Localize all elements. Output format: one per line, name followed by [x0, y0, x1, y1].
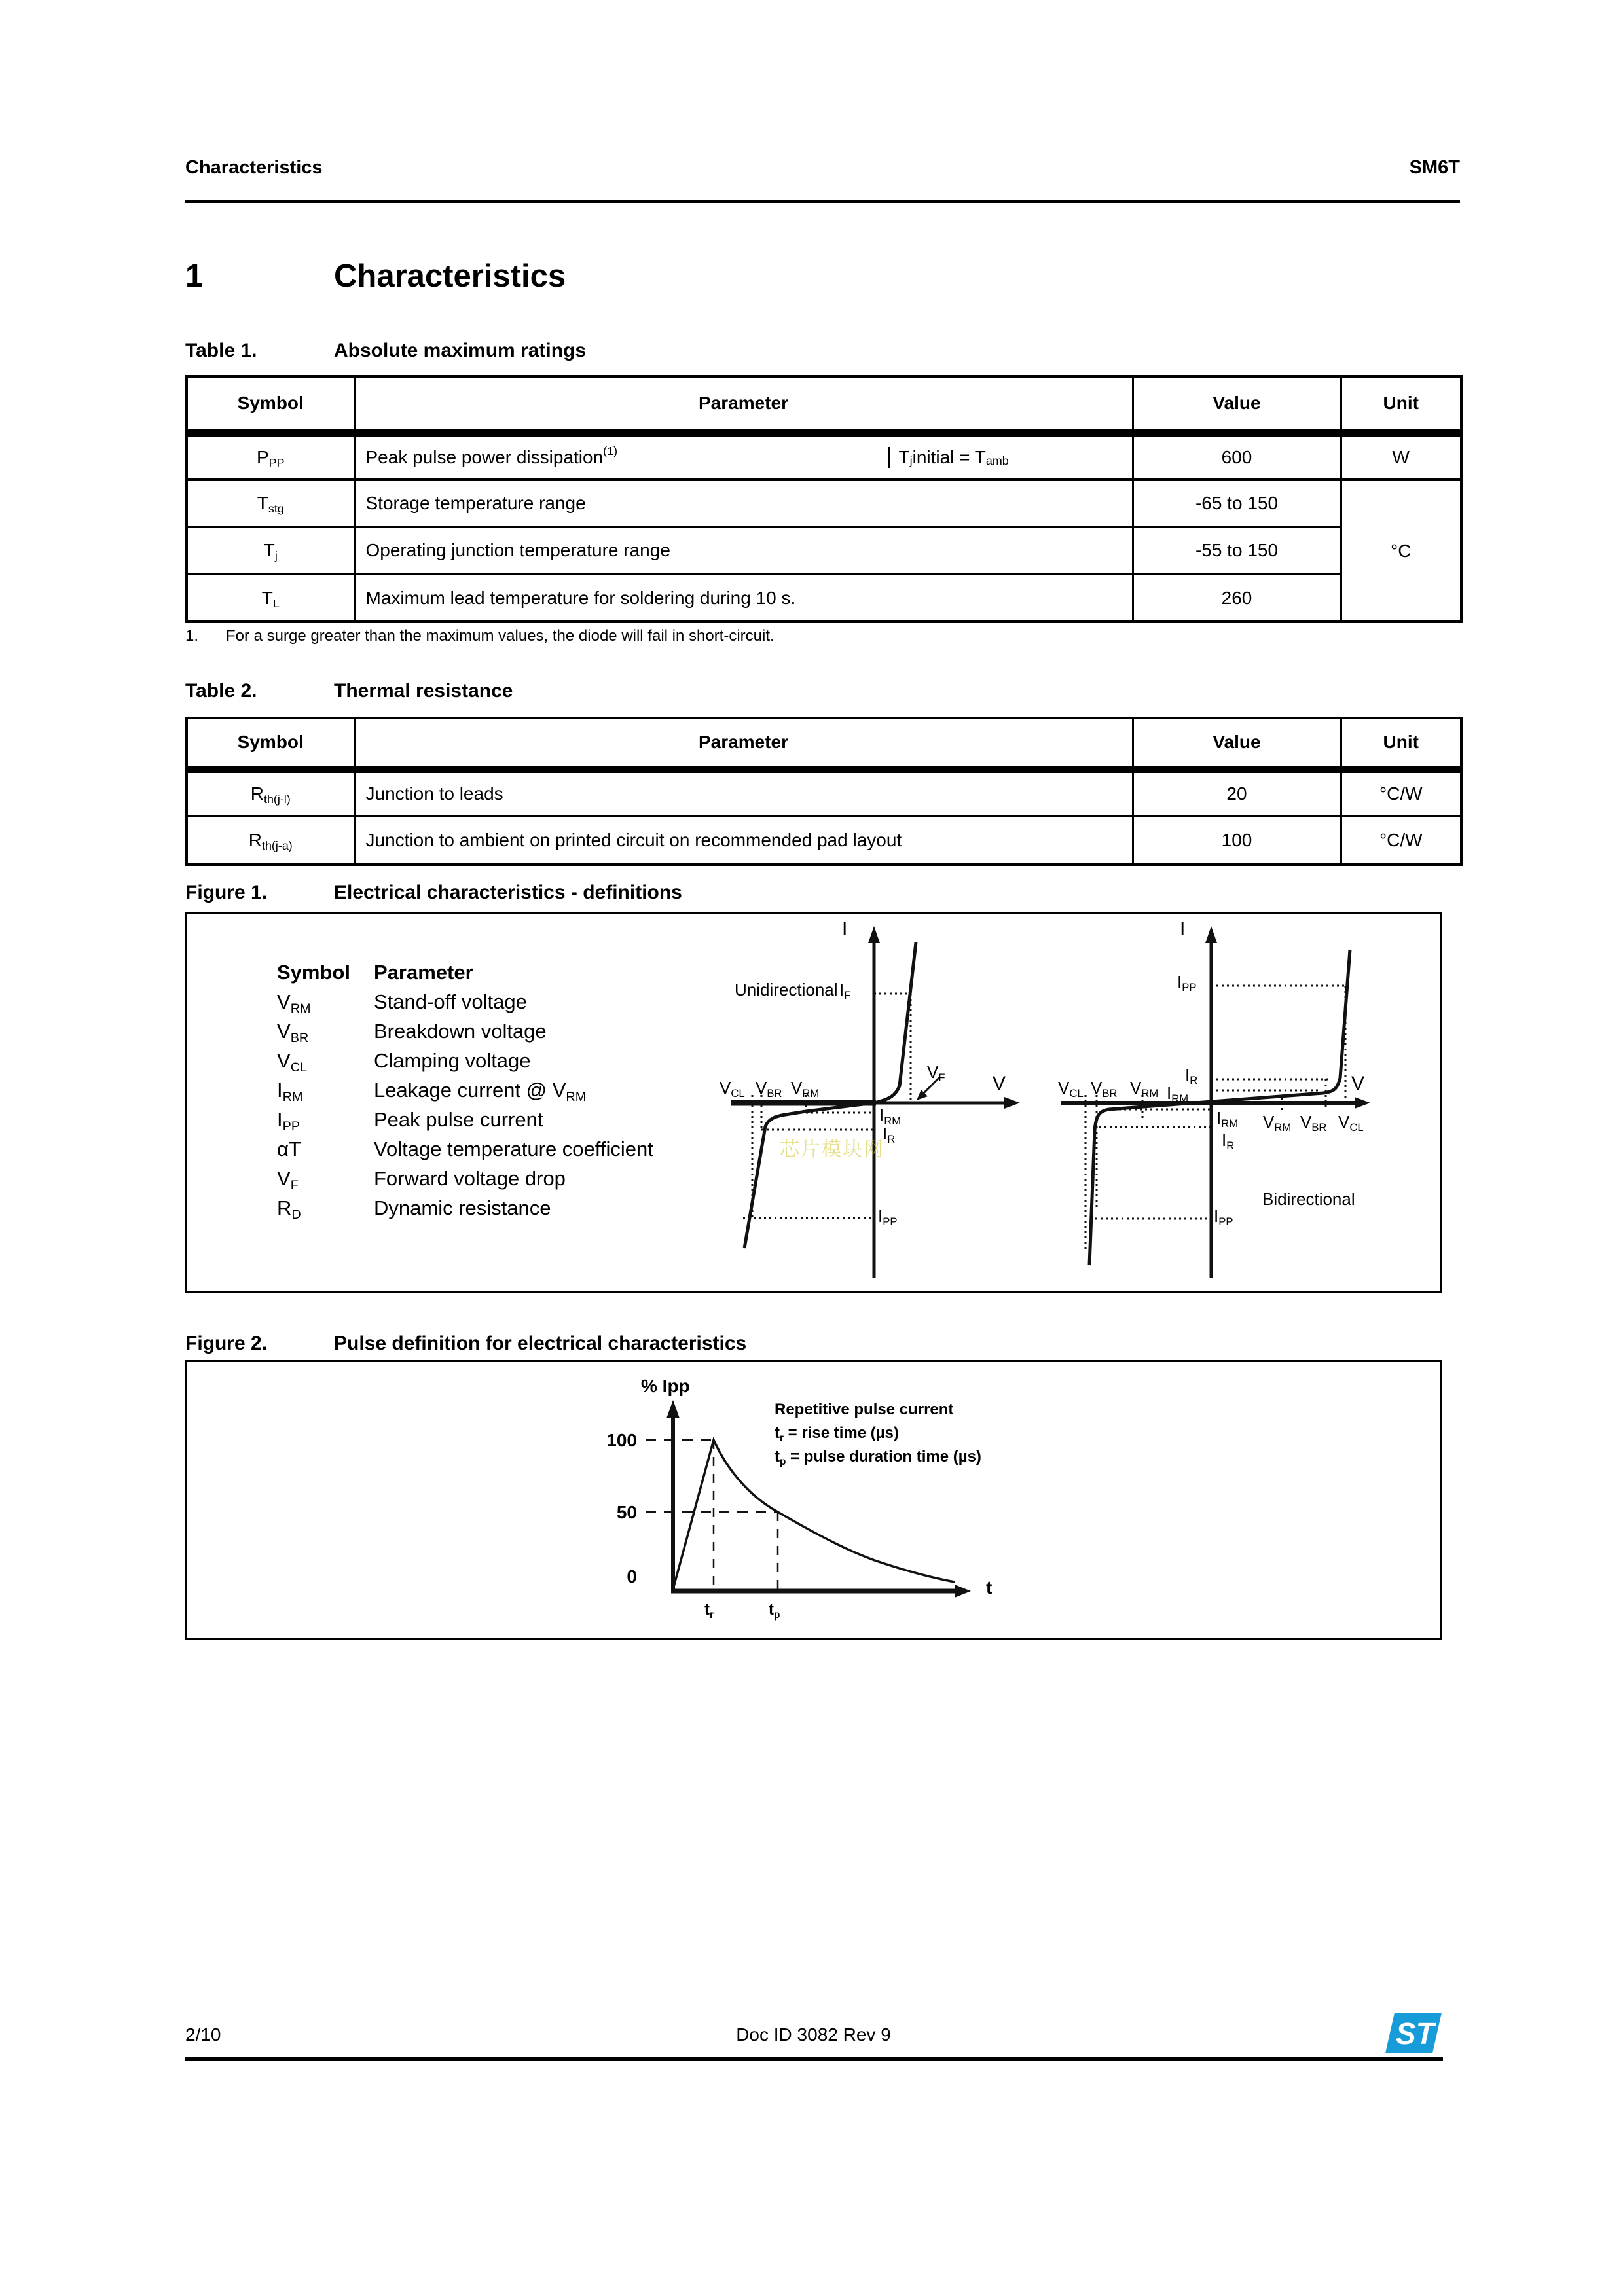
legend-symbol: $V_{BR}$ — [277, 1020, 309, 1045]
figure1-caption: Electrical characteristics - definitions — [334, 882, 682, 903]
bi-vcl-pos-label: $V_{CL}$ — [1338, 1112, 1364, 1134]
footnote-text: For a surge greater than the maximum values, the diode will fail in short-circuit. — [226, 627, 775, 645]
col-header-value: Value — [1133, 376, 1341, 433]
condition-cell: T $_j$ initial = T $_{amb}$ — [888, 447, 1132, 468]
bi-ipp-neg-label: $I_{PP}$ — [1214, 1206, 1233, 1228]
table-row — [187, 816, 1461, 865]
value-cell: 100 — [1133, 816, 1341, 865]
uni-vcl-label: $V_{CL}$ — [720, 1078, 745, 1100]
bi-vbr-pos-label: $V_{BR}$ — [1300, 1112, 1327, 1134]
bi-irm-pos-label: $I_{RM}$ — [1167, 1083, 1189, 1105]
figure2-x-axis-label: t — [986, 1577, 993, 1598]
legend-parameter: Peak pulse current — [374, 1108, 543, 1131]
header-rule — [185, 200, 1460, 203]
legend-parameter: Clamping voltage — [374, 1049, 531, 1072]
figure2-tick-50: 50 — [616, 1502, 637, 1522]
symbol-cell: $T_{stg}$ — [187, 480, 354, 527]
col-header-unit: Unit — [1341, 376, 1461, 433]
bi-vcl-neg-label: $V_{CL}$ — [1058, 1078, 1084, 1100]
bi-ir-neg-label: $I_R$ — [1222, 1130, 1235, 1152]
parameter-cell: Peak pulse power dissipation $^{(1)}$ — [365, 444, 618, 467]
uni-vbr-label: $V_{BR}$ — [756, 1078, 782, 1100]
abs-max-ratings-table — [185, 375, 1463, 623]
col-header-symbol: Symbol — [187, 376, 354, 433]
legend-parameter: Breakdown voltage — [374, 1020, 547, 1043]
footer-rule — [185, 2057, 1443, 2061]
bi-vrm-neg-label: $V_{RM}$ — [1130, 1078, 1159, 1100]
table1-caption: Absolute maximum ratings — [334, 340, 587, 361]
value-cell: 20 — [1133, 769, 1341, 816]
col-header-unit: Unit — [1341, 718, 1461, 769]
figure2-box — [185, 1360, 1442, 1640]
table-row — [187, 480, 1461, 527]
bi-title: Bidirectional — [1262, 1189, 1355, 1209]
table-row — [187, 574, 1461, 622]
uni-vf-label: $V_F$ — [927, 1062, 945, 1084]
bi-vrm-pos-label: $V_{RM}$ — [1263, 1112, 1292, 1134]
value-cell: -65 to 150 — [1133, 480, 1341, 527]
symbol-cell: $T_j$ — [187, 527, 354, 574]
legend-item — [277, 1046, 866, 1075]
watermark-text: 芯片模块网 — [780, 1139, 884, 1160]
table-row — [187, 769, 1461, 816]
uni-title: Unidirectional — [735, 980, 838, 999]
st-logo-text: ST — [1396, 2017, 1434, 2051]
symbol-cell: $T_L$ — [187, 574, 354, 622]
figure2-tr-label: $t_r$ — [704, 1601, 714, 1621]
figure2-note-1: Repetitive pulse current — [775, 1401, 954, 1418]
bi-v-axis-label: V — [1351, 1073, 1365, 1094]
section-number: 1 — [185, 259, 204, 294]
legend-parameter: Voltage temperature coefficient — [374, 1138, 653, 1160]
bi-ipp-pos-label: $I_{PP}$ — [1177, 972, 1197, 994]
uni-v-axis-label: V — [993, 1073, 1006, 1094]
legend-parameter: Stand-off voltage — [374, 990, 527, 1013]
legend-item — [277, 1134, 866, 1164]
figure2-caption-label: Figure 2. — [185, 1333, 268, 1354]
unit-cell-span: °C — [1341, 480, 1461, 622]
bi-vbr-neg-label: $V_{BR}$ — [1091, 1078, 1118, 1100]
table2-caption: Thermal resistance — [334, 680, 513, 702]
legend-symbol: $I_{PP}$ — [277, 1108, 301, 1134]
parameter-cell: Storage temperature range — [365, 493, 586, 513]
figure2-tick-100: 100 — [606, 1430, 637, 1450]
legend-item — [277, 1164, 866, 1193]
unit-cell: °C/W — [1341, 816, 1461, 865]
unit-cell: °C/W — [1341, 769, 1461, 816]
parameter-cell: Junction to leads — [365, 783, 503, 804]
figure2-note-3: $t_p$ = pulse duration time (µs) — [775, 1448, 981, 1467]
unit-cell: W — [1341, 433, 1461, 480]
uni-irm-label: $I_{RM}$ — [879, 1105, 902, 1127]
legend-symbol: $V_{RM}$ — [277, 990, 311, 1016]
thermal-resistance-table — [185, 717, 1463, 866]
col-header-parameter: Parameter — [354, 376, 1133, 433]
col-header-symbol: Symbol — [187, 718, 354, 769]
legend-symbol: $V_F$ — [277, 1167, 299, 1193]
figure1-box — [185, 912, 1442, 1293]
col-header-parameter: Parameter — [354, 718, 1133, 769]
footer-page-number: 2/10 — [185, 2024, 221, 2045]
value-cell: -55 to 150 — [1133, 527, 1341, 574]
figure1-caption-label: Figure 1. — [185, 882, 268, 903]
symbol-cell: $R_{th(j-l)}$ — [187, 769, 354, 816]
bi-irm-neg-label: $I_{RM}$ — [1216, 1108, 1239, 1130]
uni-if-label: $I_F$ — [839, 980, 851, 1001]
st-logo — [1385, 2011, 1443, 2054]
legend-symbol: $V_{CL}$ — [277, 1049, 308, 1075]
legend-col-parameter: Parameter — [374, 961, 473, 984]
legend-item — [277, 1105, 866, 1134]
symbol-cell: $R_{th(j-a)}$ — [187, 816, 354, 865]
legend-parameter: Dynamic resistance — [374, 1196, 551, 1219]
uni-vrm-label: $V_{RM}$ — [791, 1078, 820, 1100]
legend-parameter: Leakage current @ $V_{RM}$ — [374, 1079, 587, 1104]
bi-i-axis-label: I — [1180, 918, 1186, 940]
legend-symbol: αT — [277, 1138, 301, 1160]
figure2-tp-label: $t_p$ — [769, 1601, 780, 1621]
running-header-left: Characteristics — [185, 157, 323, 178]
value-cell: 260 — [1133, 574, 1341, 622]
figure2-y-axis-label: % Ipp — [641, 1376, 690, 1396]
legend-col-symbol: Symbol — [277, 961, 350, 984]
legend-parameter: Forward voltage drop — [374, 1167, 566, 1190]
running-header-right: SM6T — [1409, 157, 1460, 178]
section-title: Characteristics — [334, 259, 566, 294]
figure2-tick-0: 0 — [627, 1566, 637, 1587]
figure2-note-2: $t_r$ = rise time (µs) — [775, 1424, 899, 1444]
uni-ipp-label: $I_{PP}$ — [878, 1206, 898, 1228]
symbol-cell: $P_{PP}$ — [187, 433, 354, 480]
parameter-cell: Maximum lead temperature for soldering during 10 s. — [365, 587, 796, 608]
legend-item — [277, 1193, 866, 1223]
footnote-number: 1. — [185, 627, 199, 645]
table2-caption-label: Table 2. — [185, 680, 257, 702]
uni-ir-label: $I_R$ — [883, 1124, 896, 1145]
table-row — [187, 433, 1461, 480]
col-header-value: Value — [1133, 718, 1341, 769]
value-cell: 600 — [1133, 433, 1341, 480]
table-row — [187, 527, 1461, 574]
legend-symbol: $I_{RM}$ — [277, 1079, 303, 1104]
figure2-caption: Pulse definition for electrical characteristics — [334, 1333, 747, 1354]
parameter-cell: Operating junction temperature range — [365, 540, 670, 560]
uni-i-axis-label: I — [842, 918, 848, 940]
table1-caption-label: Table 1. — [185, 340, 257, 361]
bi-ir-pos-label: $I_R$ — [1185, 1065, 1198, 1086]
footer-doc-id: Doc ID 3082 Rev 9 — [736, 2024, 891, 2045]
parameter-cell: Junction to ambient on printed circuit on recommended pad layout — [365, 830, 902, 850]
legend-symbol: $R_D$ — [277, 1196, 301, 1222]
legend-item — [277, 1016, 866, 1046]
